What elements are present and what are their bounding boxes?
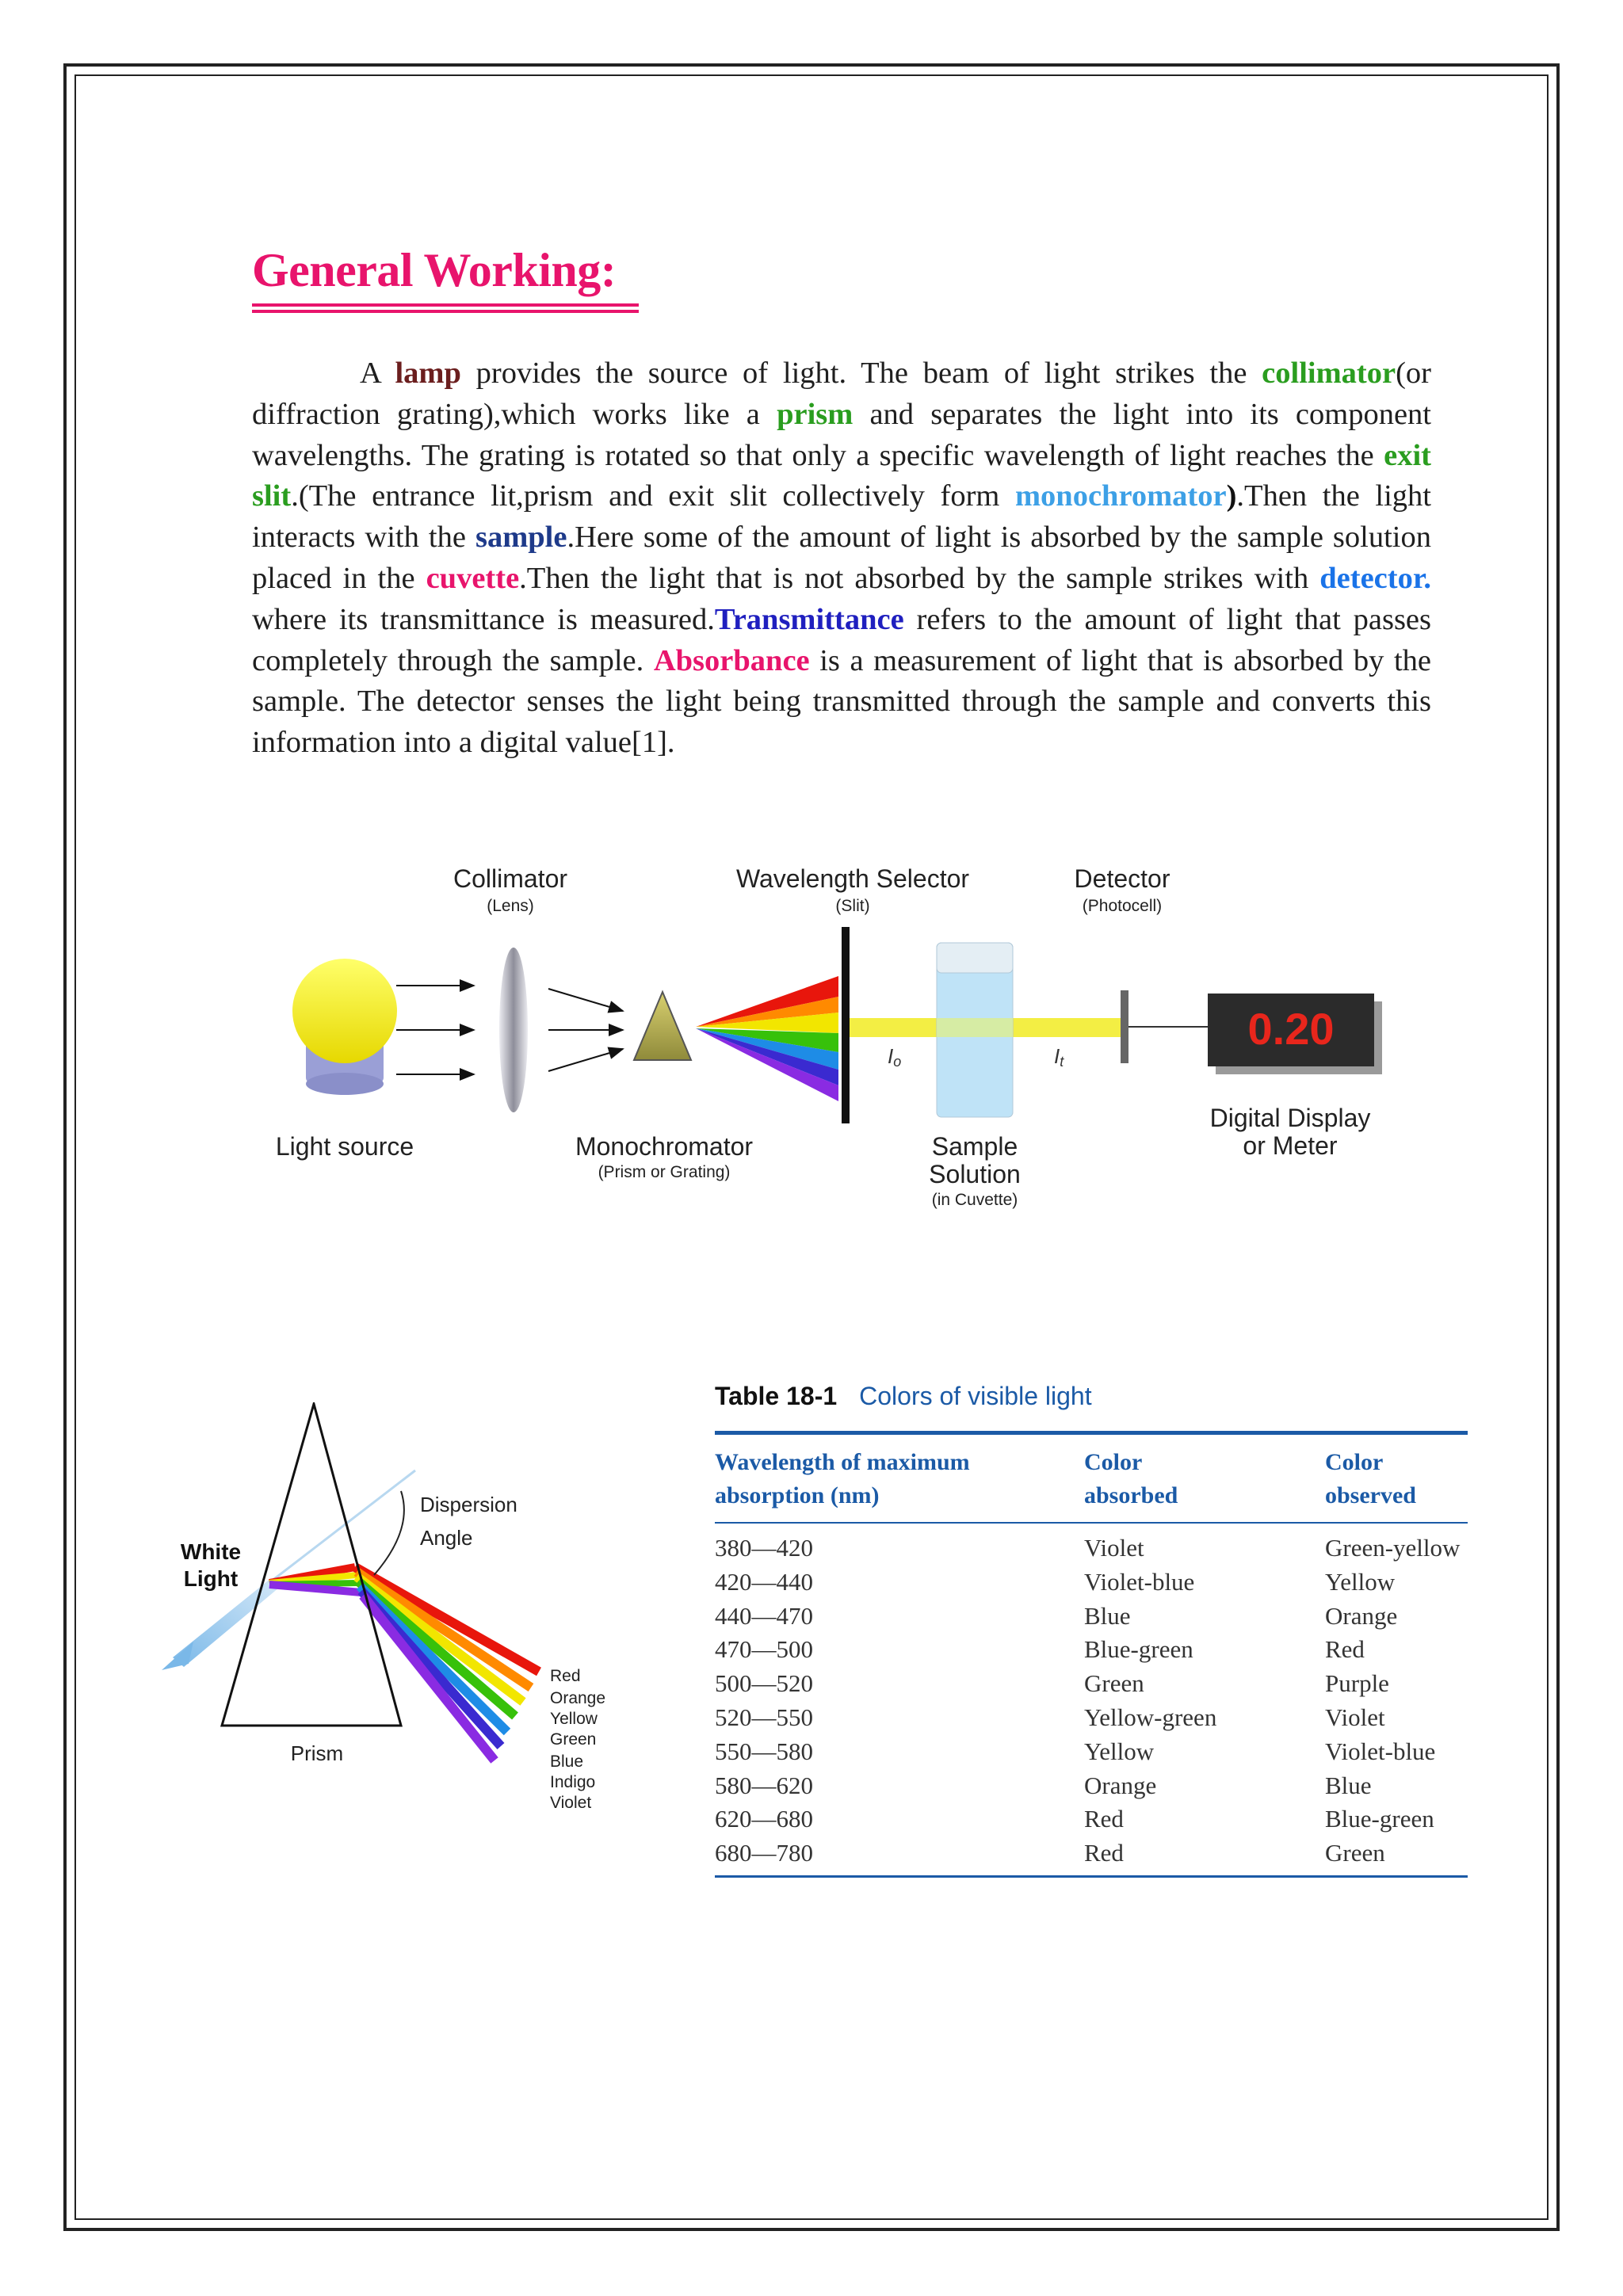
cell-observed: Blue-green [1325, 1805, 1434, 1833]
detector-sublabel: (Photocell) [1082, 897, 1163, 915]
monochromator-sublabel: (Prism or Grating) [598, 1163, 731, 1181]
light-source-label: Light source [275, 1132, 414, 1161]
table-header-row [715, 1435, 1468, 1517]
lamp-bulb [292, 959, 397, 1063]
table-row [715, 1769, 1468, 1803]
header-color-observed [1325, 1435, 1468, 1517]
keyword-absorbance: Absorbance [653, 643, 810, 677]
para-text: .Then the light interacts with the [252, 479, 1431, 555]
display-readout: 0.20 [1247, 1004, 1335, 1054]
para-text: where its transmittance is measured. [252, 602, 715, 636]
section-heading: General Working: [252, 244, 617, 296]
light-source [292, 959, 397, 1095]
i0-label [888, 1044, 901, 1070]
body-paragraph [252, 353, 1431, 764]
cell-observed: Orange [1325, 1601, 1398, 1630]
beam-arrow [548, 1049, 623, 1071]
display-label-2: or Meter [1243, 1131, 1338, 1160]
color-table [715, 1435, 1468, 1517]
prism-triangle [222, 1404, 401, 1726]
wavelength-selector-label: Wavelength Selector [735, 864, 970, 893]
cell-absorbed: Red [1084, 1839, 1124, 1867]
table-bottom-rule [715, 1875, 1468, 1878]
para-text: refers to the amount of light that passes completely through the sample. [252, 602, 1431, 677]
para-text: provides the source of light. The beam of light strikes the [460, 357, 1262, 390]
beam-arrow [548, 989, 623, 1011]
cell-wavelength: 500—520 [715, 1669, 813, 1698]
para-text: .Then the light that is not absorbed by the sample strikes with [519, 561, 1320, 595]
spectrophotometer-diagram [238, 856, 1426, 1228]
keyword-monochromator: monochromator [1014, 479, 1227, 513]
header-color-absorbed [1084, 1435, 1325, 1517]
para-text: A [360, 357, 395, 390]
cell-absorbed: Blue-green [1084, 1635, 1193, 1664]
cell-observed: Blue [1325, 1771, 1372, 1799]
table-title: Colors of visible light [859, 1382, 1092, 1410]
table-row [715, 1667, 1468, 1701]
table-row [715, 1836, 1468, 1871]
table-row [715, 1600, 1468, 1634]
detector-label: Detector [1074, 864, 1170, 893]
cell-observed: Purple [1325, 1669, 1389, 1698]
header-line: Color [1325, 1449, 1384, 1475]
detector-photocell [1121, 990, 1128, 1063]
cell-wavelength: 440—470 [715, 1601, 813, 1630]
keyword-exit-slit: exit slit [252, 438, 1431, 513]
dispersion-label-1: Dispersion [420, 1493, 517, 1516]
dispersion-angle-arc [374, 1491, 404, 1575]
cuvette-beam [937, 1018, 1013, 1037]
collimator-sublabel: (Lens) [487, 897, 534, 915]
header-wavelength [715, 1435, 1084, 1517]
header-line: observed [1325, 1482, 1416, 1508]
cell-absorbed: Blue [1084, 1601, 1131, 1630]
cell-absorbed: Yellow-green [1084, 1703, 1217, 1731]
table-row [715, 1524, 1468, 1566]
cell-wavelength: 550—580 [715, 1737, 813, 1765]
header-line: Wavelength of maximum [715, 1449, 970, 1475]
para-text: .Here some of the amount of light is absorbed by the sample solution placed in the [252, 521, 1432, 595]
it-label [1054, 1044, 1064, 1070]
table-row [715, 1633, 1468, 1667]
table-row [715, 1735, 1468, 1769]
dispersion-label-2: Angle [420, 1526, 473, 1550]
sample-sublabel: (in Cuvette) [931, 1191, 1018, 1209]
table-row [715, 1566, 1468, 1600]
cell-absorbed: Red [1084, 1805, 1124, 1833]
white-light-label-1: White [180, 1539, 242, 1564]
cell-observed: Green [1325, 1839, 1385, 1867]
i0-label-main: I [888, 1044, 894, 1068]
exit-slit [842, 927, 850, 1123]
header-line: Color [1084, 1449, 1143, 1475]
keyword-lamp: lamp [395, 357, 461, 390]
cell-wavelength: 580—620 [715, 1771, 813, 1799]
cell-wavelength: 470—500 [715, 1635, 813, 1664]
band-label-green: Green [550, 1730, 597, 1749]
band-label-blue: Blue [550, 1753, 584, 1771]
heading-underline-1 [252, 303, 639, 307]
table-row [715, 1701, 1468, 1735]
cell-absorbed: Violet-blue [1084, 1567, 1195, 1596]
header-line: absorption (nm) [715, 1482, 880, 1508]
collimator-label: Collimator [453, 864, 568, 893]
cell-wavelength: 520—550 [715, 1703, 813, 1731]
para-text: (or diffraction grating),which works like a [252, 357, 1431, 431]
lamp-base-bottom [306, 1073, 384, 1095]
cell-wavelength: 380—420 [715, 1534, 813, 1562]
cell-observed: Violet [1325, 1703, 1385, 1731]
para-text: is a measurement of light that is absorbed by the sample. The detector senses the light being transmitted through the sample and converts this information into a digital value[1]. [252, 643, 1431, 760]
cell-wavelength: 620—680 [715, 1805, 813, 1833]
prism-dispersion-diagram [158, 1402, 650, 1846]
white-light-label-2: Light [183, 1566, 239, 1591]
it-label-sub: t [1060, 1054, 1064, 1070]
i0-label-sub: o [893, 1054, 902, 1070]
band-label-violet: Violet [550, 1794, 592, 1812]
collimator-lens [499, 948, 528, 1112]
keyword-collimator: collimator [1262, 357, 1396, 390]
table-row [715, 1802, 1468, 1836]
heading-underline-2 [252, 310, 639, 313]
cell-absorbed: Yellow [1084, 1737, 1155, 1765]
visible-light-table [715, 1379, 1468, 1878]
cell-wavelength: 420—440 [715, 1567, 813, 1596]
cell-observed: Violet-blue [1325, 1737, 1436, 1765]
band-label-yellow: Yellow [550, 1710, 598, 1728]
wavelength-selector-sublabel: (Slit) [835, 897, 870, 915]
display-label-1: Digital Display [1209, 1104, 1371, 1132]
band-label-indigo: Indigo [550, 1773, 596, 1791]
table-number: Table 18-1 [715, 1382, 838, 1410]
keyword-transmittance: Transmittance [714, 602, 904, 636]
keyword-detector: detector. [1319, 561, 1431, 595]
header-line: absorbed [1084, 1482, 1178, 1508]
cell-absorbed: Orange [1084, 1771, 1157, 1799]
exit-rays [355, 1567, 539, 1760]
para-text: .(The entrance lit,prism and exit slit collectively form [291, 479, 1015, 513]
monochromator-prism [634, 992, 691, 1060]
band-label-red: Red [550, 1667, 581, 1685]
sample-label-2: Solution [929, 1160, 1021, 1188]
keyword-sample: sample [475, 521, 567, 555]
cell-wavelength: 680—780 [715, 1839, 813, 1867]
para-close-paren: ) [1226, 479, 1237, 513]
prism-label: Prism [290, 1741, 344, 1765]
monochromator-label: Monochromator [575, 1132, 754, 1161]
band-label-orange: Orange [550, 1689, 606, 1707]
sample-label-1: Sample [931, 1132, 1018, 1161]
color-table-body [715, 1524, 1468, 1871]
table-caption [715, 1379, 1468, 1413]
cell-absorbed: Violet [1084, 1534, 1144, 1562]
cell-observed: Red [1325, 1635, 1365, 1664]
cell-observed: Yellow [1325, 1567, 1396, 1596]
cell-absorbed: Green [1084, 1669, 1144, 1698]
para-text: and separates the light into its component wavelengths. The grating is rotated so that only a specific wavelength of light reaches the [252, 397, 1432, 472]
keyword-prism: prism [777, 397, 854, 431]
cuvette-empty-top [937, 943, 1013, 973]
keyword-cuvette: cuvette [426, 561, 520, 595]
reflection-line [271, 1470, 415, 1581]
it-label-main: I [1054, 1044, 1060, 1068]
cell-observed: Green-yellow [1325, 1534, 1461, 1562]
